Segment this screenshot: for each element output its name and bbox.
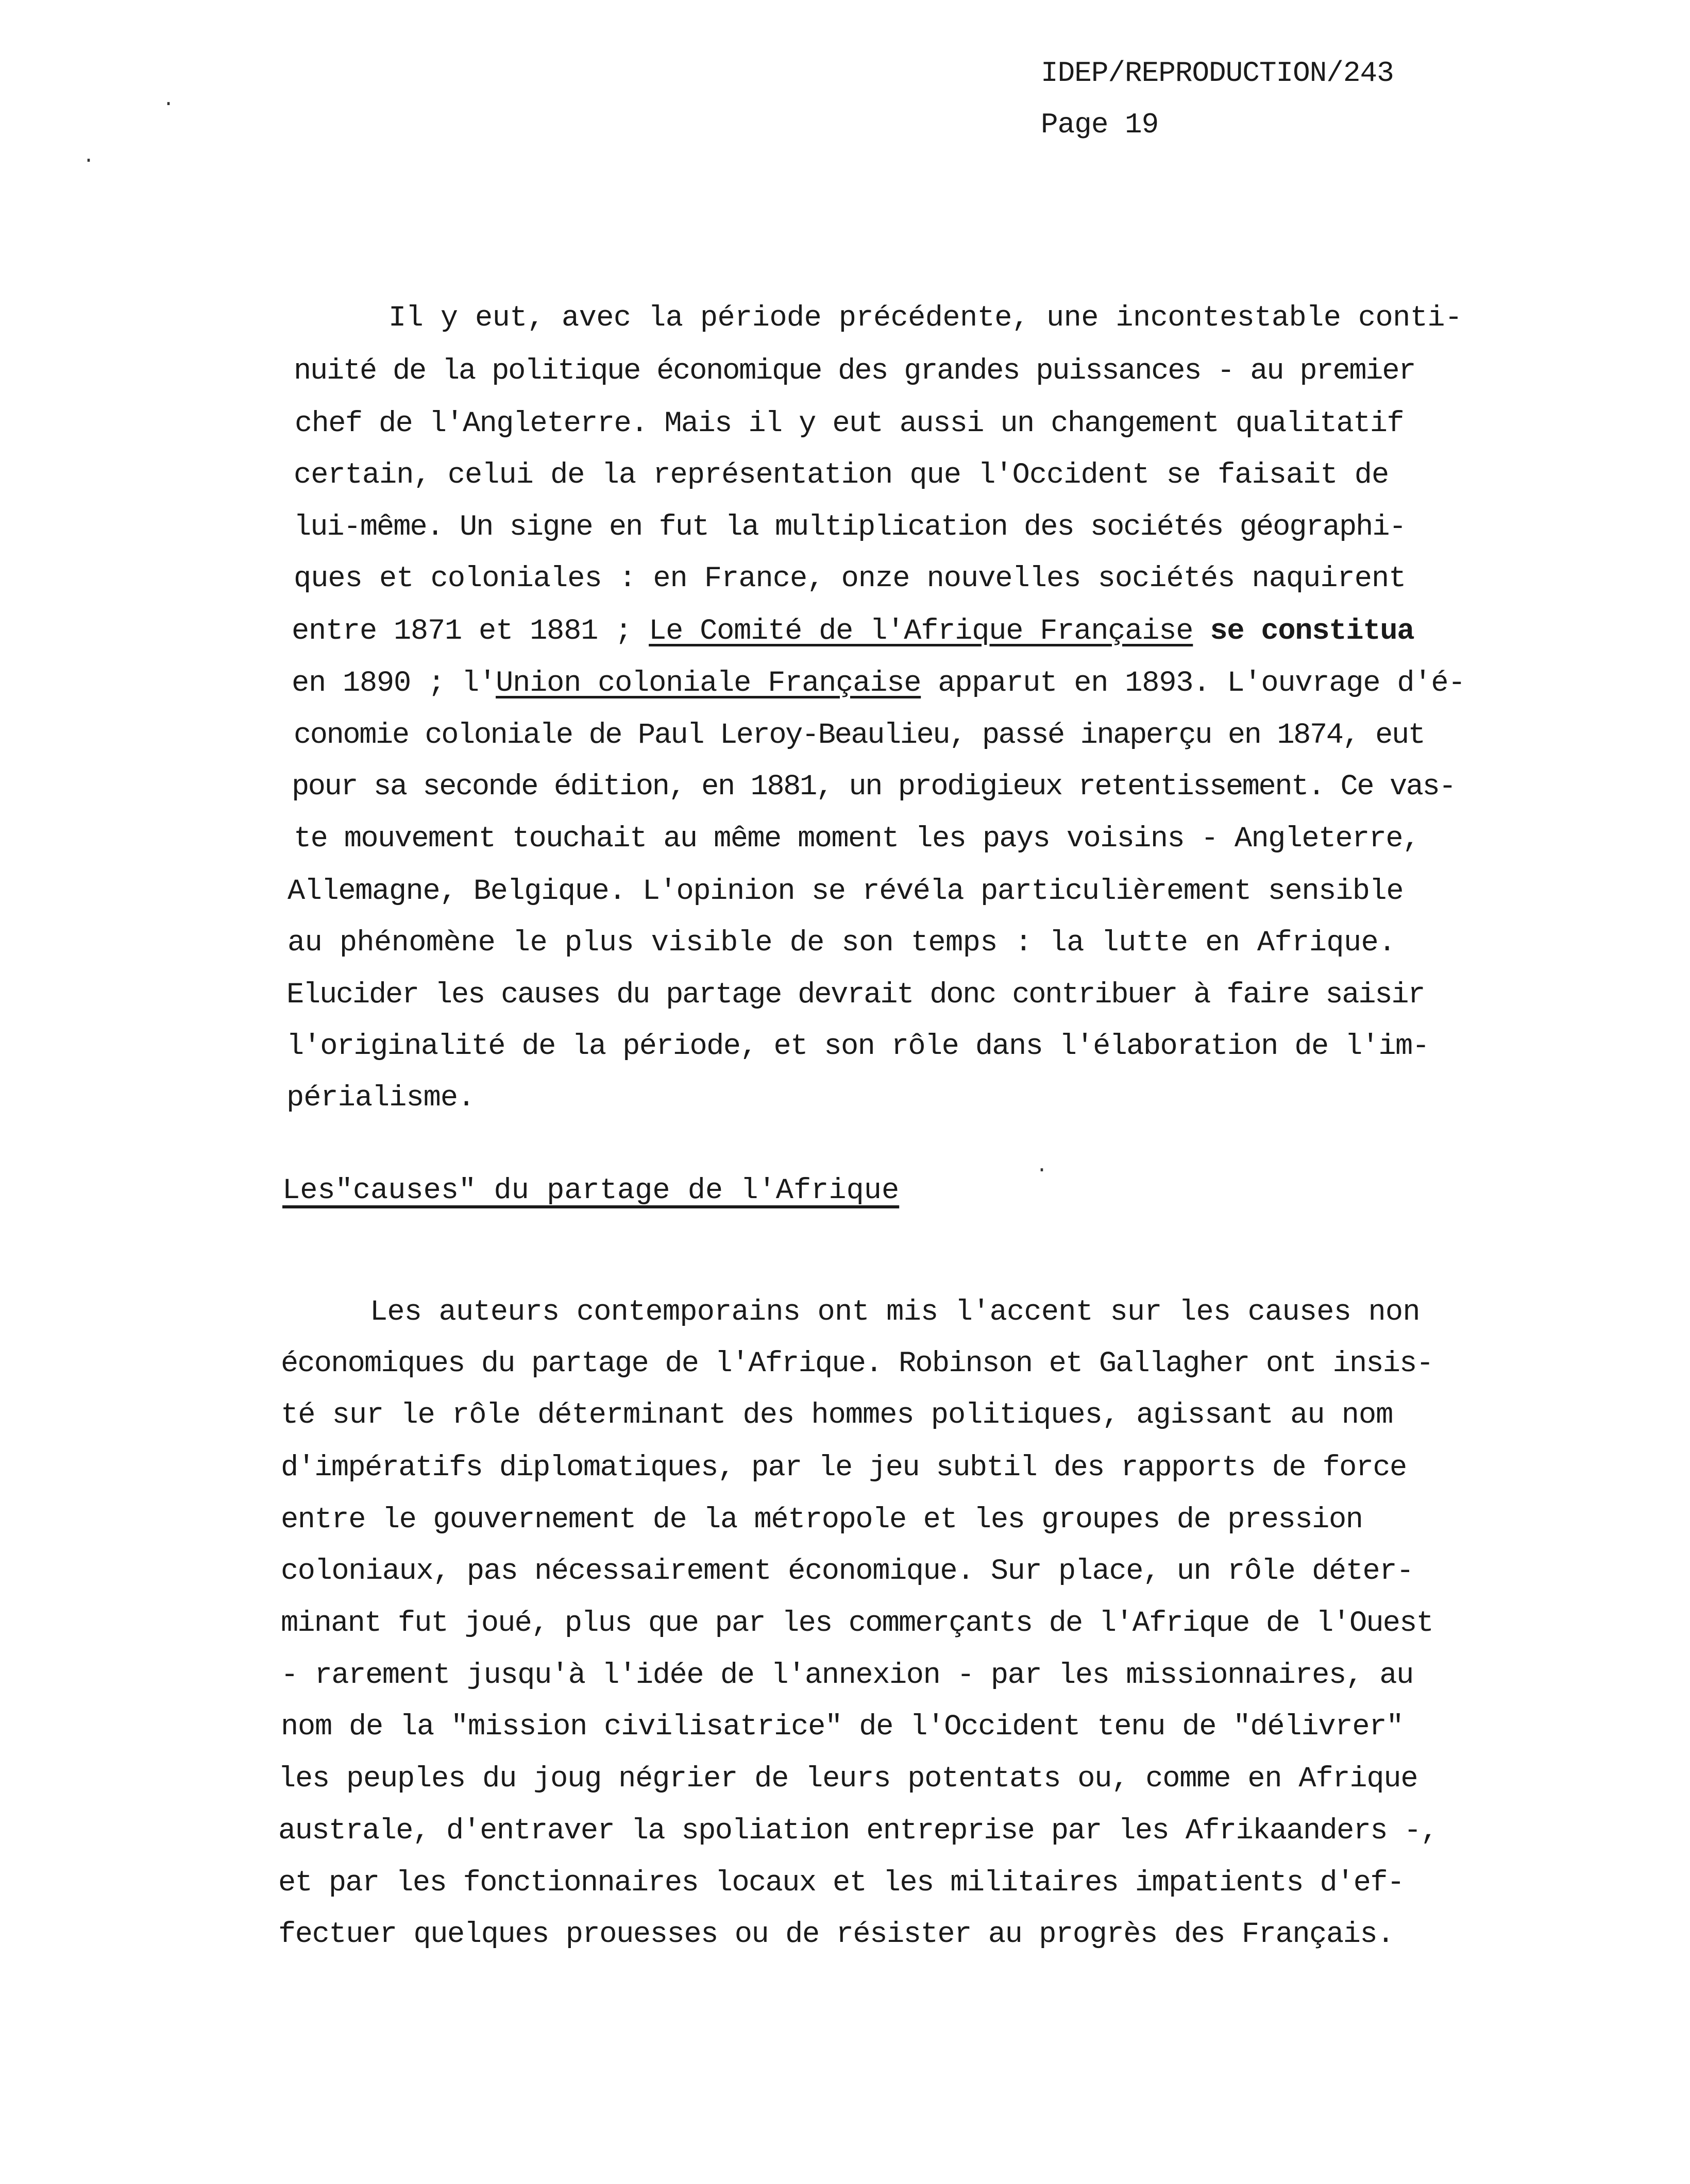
paragraph-2-line: coloniaux, pas nécessairement économique. Sur place, un rôle déter-: [281, 1555, 1413, 1588]
paragraph-1-line: Il y eut, avec la période précédente, une incontestable conti-: [388, 302, 1462, 335]
underlined-organisation-name: Le Comité de l'Afrique Française: [649, 615, 1193, 648]
line-text: se constitua: [1193, 615, 1414, 648]
document-reference: IDEP/REPRODUCTION/243: [1041, 57, 1394, 90]
paragraph-1-line: au phénomène le plus visible de son temps : la lutte en Afrique.: [288, 927, 1396, 960]
paragraph-2-line: - rarement jusqu'à l'idée de l'annexion - par les missionnaires, au: [281, 1659, 1413, 1692]
paragraph-1-line: Allemagne, Belgique. L'opinion se révéla particulièrement sensible: [288, 875, 1404, 908]
paragraph-2-line: nom de la "mission civilisatrice" de l'Occident tenu de "délivrer": [281, 1711, 1404, 1744]
paragraph-1-line: Elucider les causes du partage devrait donc contribuer à faire saisir: [286, 979, 1425, 1012]
paragraph-1-line: te mouvement touchait au même moment les pays voisins - Angleterre,: [294, 823, 1419, 856]
paragraph-2-line: économiques du partage de l'Afrique. Robinson et Gallagher ont insis-: [281, 1347, 1433, 1380]
section-heading: Les"causes" du partage de l'Afrique: [282, 1174, 900, 1207]
paragraph-1-line: pour sa seconde édition, en 1881, un prodigieux retentissement. Ce vas-: [292, 771, 1456, 804]
scan-speck: ·: [82, 149, 95, 173]
paragraph-2-line: Les auteurs contemporains ont mis l'accent sur les causes non: [370, 1296, 1420, 1329]
paragraph-2-line: té sur le rôle déterminant des hommes politiques, agissant au nom: [281, 1399, 1393, 1432]
paragraph-2-line: australe, d'entraver la spoliation entreprise par les Afrikaanders -,: [278, 1815, 1438, 1848]
paragraph-2-line: et par les fonctionnaires locaux et les militaires impatients d'ef-: [278, 1867, 1404, 1900]
page-number: Page 19: [1041, 108, 1159, 141]
paragraph-1-line: lui-même. Un signe en fut la multiplication des sociétés géographi-: [294, 511, 1406, 544]
paragraph-2-line: minant fut joué, plus que par les commerçants de l'Afrique de l'Ouest: [281, 1607, 1433, 1640]
scan-speck: ·: [1036, 1159, 1049, 1182]
paragraph-1-line: l'originalité de la période, et son rôle dans l'élaboration de l'im-: [286, 1030, 1429, 1063]
line-text: en 1890 ; l': [292, 667, 496, 700]
paragraph-1-line: conomie coloniale de Paul Leroy-Beaulieu, passé inaperçu en 1874, eut: [294, 719, 1425, 752]
paragraph-2-line: les peuples du joug négrier de leurs potentats ou, comme en Afrique: [278, 1763, 1418, 1796]
line-text: entre 1871 et 1881 ;: [292, 615, 649, 648]
paragraph-1-line: [292, 617, 1414, 646]
paragraph-1-line: [292, 669, 1465, 698]
paragraph-1-line: chef de l'Angleterre. Mais il y eut aussi un changement qualitatif: [295, 407, 1404, 440]
line-text: apparut en 1893. L'ouvrage d'é-: [921, 667, 1465, 700]
paragraph-2-line: entre le gouvernement de la métropole et les groupes de pression: [281, 1504, 1363, 1537]
paragraph-1-line: ques et coloniales : en France, onze nouvelles sociétés naquirent: [294, 562, 1406, 595]
paragraph-2-line: fectuer quelques prouesses ou de résister au progrès des Français.: [278, 1918, 1394, 1951]
paragraph-1-line: nuité de la politique économique des grandes puissances - au premier: [294, 355, 1415, 388]
paragraph-2-line: d'impératifs diplomatiques, par le jeu subtil des rapports de force: [281, 1452, 1407, 1485]
paragraph-1-line: périalisme.: [286, 1082, 475, 1115]
underlined-organisation-name: Union coloniale Française: [496, 667, 921, 700]
scan-speck: ·: [162, 93, 175, 116]
paragraph-1-line: certain, celui de la représentation que l'Occident se faisait de: [294, 459, 1389, 492]
